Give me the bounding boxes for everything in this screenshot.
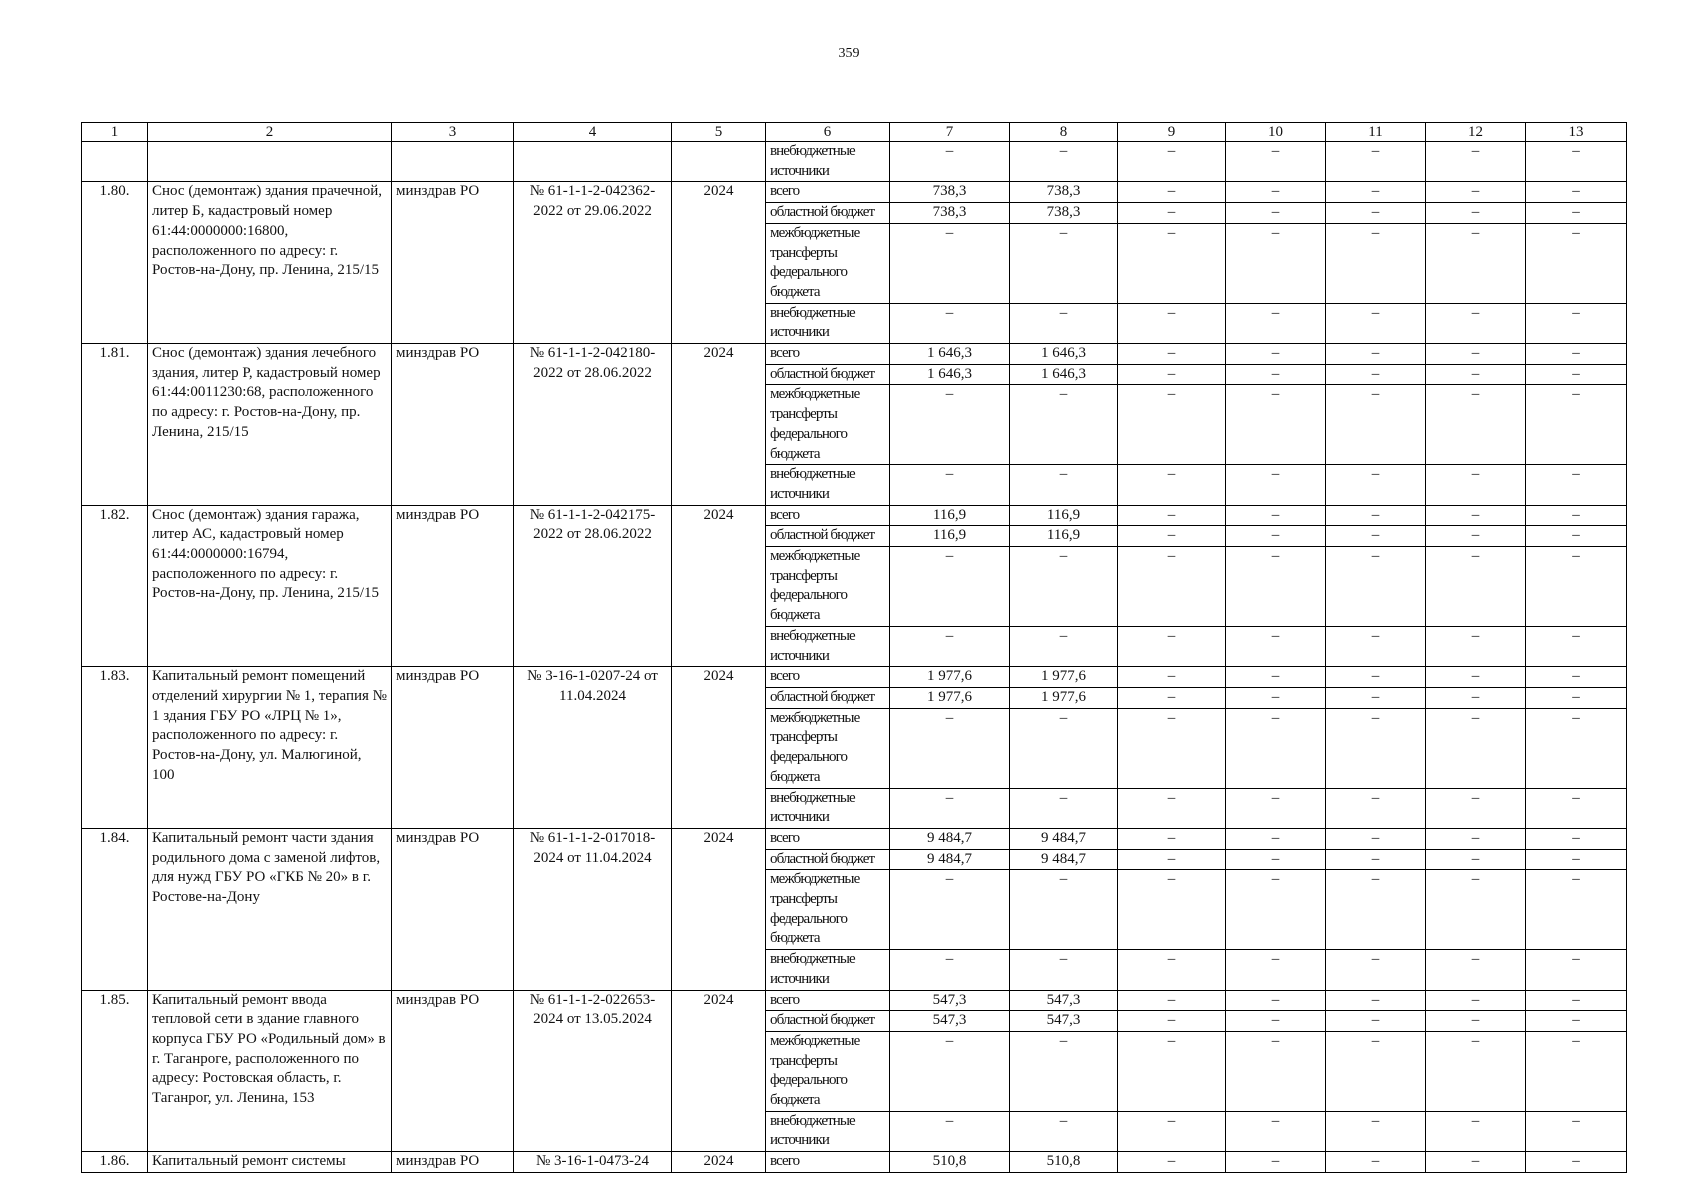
- amount-cell: –: [1426, 465, 1526, 505]
- funding-source: межбюджетные трансферты федерального бюджета: [766, 547, 890, 627]
- amount-cell: –: [1526, 1011, 1627, 1032]
- item-name: Капитальный ремонт помещений отделений хирургии № 1, терапия № 1 здания ГБУ РО «ЛРЦ № 1», расположенного по адресу: г. Ростов-на-Дону, ул. Малюгиной, 100: [148, 667, 392, 829]
- amount-cell: –: [1326, 203, 1426, 224]
- amount-cell: –: [1010, 788, 1118, 828]
- item-year: 2024: [672, 828, 766, 990]
- amount-cell: –: [1226, 788, 1326, 828]
- amount-cell: –: [1010, 1031, 1118, 1111]
- amount-cell: –: [1326, 182, 1426, 203]
- amount-cell: –: [1118, 182, 1226, 203]
- amount-cell: –: [1118, 626, 1226, 666]
- item-number: 1.84.: [82, 828, 148, 990]
- amount-cell: –: [1526, 505, 1627, 526]
- amount-cell: –: [890, 708, 1010, 788]
- amount-cell: –: [1526, 526, 1627, 547]
- table-row: [82, 667, 1627, 688]
- amount-cell: –: [1326, 626, 1426, 666]
- amount-cell: 9 484,7: [1010, 828, 1118, 849]
- column-number: 7: [890, 123, 1010, 142]
- amount-cell: –: [1326, 505, 1426, 526]
- empty-cell: [672, 142, 766, 182]
- amount-cell: –: [1118, 1111, 1226, 1151]
- amount-cell: –: [890, 626, 1010, 666]
- amount-cell: –: [1526, 990, 1627, 1011]
- amount-cell: –: [1426, 626, 1526, 666]
- column-number: 4: [514, 123, 672, 142]
- amount-cell: –: [1326, 667, 1426, 688]
- amount-cell: –: [1526, 142, 1627, 182]
- budget-table: [81, 122, 1627, 1173]
- amount-cell: –: [1326, 708, 1426, 788]
- funding-source: всего: [766, 182, 890, 203]
- amount-cell: –: [1118, 849, 1226, 870]
- amount-cell: –: [1326, 1011, 1426, 1032]
- amount-cell: –: [1118, 1031, 1226, 1111]
- amount-cell: –: [1118, 385, 1226, 465]
- item-document: № 3-16-1-0473-24: [514, 1152, 672, 1173]
- item-name: Снос (демонтаж) здания лечебного здания, литер Р, кадастровый номер 61:44:0011230:68, расположенного по адресу: г. Ростов-на-Дону, пр. Ленина, 215/15: [148, 344, 392, 506]
- amount-cell: –: [1118, 344, 1226, 365]
- amount-cell: –: [1426, 849, 1526, 870]
- funding-source: всего: [766, 990, 890, 1011]
- funding-source: межбюджетные трансферты федерального бюджета: [766, 385, 890, 465]
- amount-cell: –: [1118, 667, 1226, 688]
- empty-cell: [514, 142, 672, 182]
- amount-cell: 547,3: [890, 1011, 1010, 1032]
- table-row: [82, 828, 1627, 849]
- amount-cell: –: [1118, 828, 1226, 849]
- item-number: 1.85.: [82, 990, 148, 1152]
- amount-cell: –: [1526, 950, 1627, 990]
- amount-cell: 9 484,7: [890, 828, 1010, 849]
- amount-cell: –: [1118, 465, 1226, 505]
- amount-cell: –: [890, 303, 1010, 343]
- table-row: [82, 142, 1627, 182]
- column-number: 11: [1326, 123, 1426, 142]
- item-agency: минздрав РО: [392, 990, 514, 1152]
- item-agency: минздрав РО: [392, 828, 514, 990]
- amount-cell: –: [1526, 182, 1627, 203]
- amount-cell: –: [1426, 344, 1526, 365]
- column-number: 13: [1526, 123, 1627, 142]
- table-row: [82, 505, 1627, 526]
- amount-cell: –: [1426, 708, 1526, 788]
- item-year: 2024: [672, 667, 766, 829]
- amount-cell: –: [1326, 990, 1426, 1011]
- item-year: 2024: [672, 182, 766, 344]
- item-number: 1.86.: [82, 1152, 148, 1173]
- amount-cell: –: [1326, 828, 1426, 849]
- amount-cell: –: [890, 1111, 1010, 1151]
- item-agency: минздрав РО: [392, 344, 514, 506]
- amount-cell: –: [1010, 303, 1118, 343]
- amount-cell: 1 646,3: [890, 344, 1010, 365]
- amount-cell: 116,9: [890, 526, 1010, 547]
- amount-cell: –: [1010, 223, 1118, 303]
- amount-cell: –: [1118, 870, 1226, 950]
- amount-cell: –: [1526, 708, 1627, 788]
- amount-cell: 738,3: [890, 203, 1010, 224]
- amount-cell: 738,3: [1010, 203, 1118, 224]
- amount-cell: –: [890, 788, 1010, 828]
- amount-cell: –: [1426, 364, 1526, 385]
- empty-cell: [392, 142, 514, 182]
- amount-cell: –: [1326, 1111, 1426, 1151]
- amount-cell: –: [1118, 505, 1226, 526]
- amount-cell: –: [1426, 303, 1526, 343]
- amount-cell: –: [1426, 203, 1526, 224]
- amount-cell: 9 484,7: [890, 849, 1010, 870]
- amount-cell: –: [1010, 708, 1118, 788]
- funding-source: областной бюджет: [766, 203, 890, 224]
- amount-cell: –: [1118, 1152, 1226, 1173]
- amount-cell: –: [1426, 667, 1526, 688]
- funding-source: всего: [766, 828, 890, 849]
- funding-source: всего: [766, 667, 890, 688]
- amount-cell: –: [890, 870, 1010, 950]
- amount-cell: 1 646,3: [890, 364, 1010, 385]
- column-number: 1: [82, 123, 148, 142]
- funding-source: областной бюджет: [766, 364, 890, 385]
- amount-cell: 116,9: [890, 505, 1010, 526]
- funding-source: межбюджетные трансферты федерального бюджета: [766, 1031, 890, 1111]
- amount-cell: 116,9: [1010, 505, 1118, 526]
- amount-cell: –: [1526, 788, 1627, 828]
- amount-cell: –: [1010, 385, 1118, 465]
- amount-cell: –: [1326, 788, 1426, 828]
- amount-cell: –: [1526, 465, 1627, 505]
- amount-cell: –: [1526, 1031, 1627, 1111]
- item-number: 1.83.: [82, 667, 148, 829]
- amount-cell: 738,3: [1010, 182, 1118, 203]
- item-document: № 61-1-1-2-017018-2024 от 11.04.2024: [514, 828, 672, 990]
- funding-source: внебюджетные источники: [766, 465, 890, 505]
- funding-source: областной бюджет: [766, 526, 890, 547]
- funding-source: всего: [766, 1152, 890, 1173]
- amount-cell: –: [1526, 849, 1627, 870]
- amount-cell: –: [1426, 1111, 1526, 1151]
- amount-cell: –: [1226, 849, 1326, 870]
- amount-cell: –: [1010, 870, 1118, 950]
- amount-cell: –: [1526, 1111, 1627, 1151]
- funding-source: внебюджетные источники: [766, 788, 890, 828]
- amount-cell: –: [1326, 223, 1426, 303]
- item-document: № 61-1-1-2-042175-2022 от 28.06.2022: [514, 505, 672, 667]
- amount-cell: –: [1326, 526, 1426, 547]
- amount-cell: –: [1326, 465, 1426, 505]
- table-row: [82, 990, 1627, 1011]
- amount-cell: –: [1226, 364, 1326, 385]
- funding-source: внебюджетные источники: [766, 626, 890, 666]
- amount-cell: 510,8: [1010, 1152, 1118, 1173]
- amount-cell: –: [1226, 1111, 1326, 1151]
- column-number: 12: [1426, 123, 1526, 142]
- amount-cell: –: [1526, 870, 1627, 950]
- amount-cell: –: [1010, 142, 1118, 182]
- amount-cell: –: [1526, 364, 1627, 385]
- amount-cell: –: [1426, 788, 1526, 828]
- amount-cell: –: [1226, 223, 1326, 303]
- amount-cell: 547,3: [1010, 990, 1118, 1011]
- amount-cell: –: [1226, 687, 1326, 708]
- funding-source: внебюджетные источники: [766, 950, 890, 990]
- item-year: 2024: [672, 344, 766, 506]
- amount-cell: –: [1426, 182, 1526, 203]
- amount-cell: –: [1526, 344, 1627, 365]
- amount-cell: –: [1426, 526, 1526, 547]
- amount-cell: –: [1118, 950, 1226, 990]
- amount-cell: –: [1526, 303, 1627, 343]
- column-number: 8: [1010, 123, 1118, 142]
- item-agency: минздрав РО: [392, 1152, 514, 1173]
- funding-source: областной бюджет: [766, 1011, 890, 1032]
- funding-source: внебюджетные источники: [766, 142, 890, 182]
- amount-cell: –: [1526, 203, 1627, 224]
- item-number: 1.81.: [82, 344, 148, 506]
- amount-cell: –: [1118, 708, 1226, 788]
- amount-cell: –: [1426, 385, 1526, 465]
- amount-cell: 1 646,3: [1010, 344, 1118, 365]
- amount-cell: –: [1118, 526, 1226, 547]
- funding-source: межбюджетные трансферты федерального бюджета: [766, 870, 890, 950]
- amount-cell: 116,9: [1010, 526, 1118, 547]
- amount-cell: 1 977,6: [1010, 667, 1118, 688]
- amount-cell: –: [1326, 950, 1426, 990]
- funding-source: всего: [766, 505, 890, 526]
- item-name: Снос (демонтаж) здания гаража, литер АС, кадастровый номер 61:44:0000000:16794, расположенного по адресу: г. Ростов-на-Дону, пр. Ленина, 215/15: [148, 505, 392, 667]
- funding-source: всего: [766, 344, 890, 365]
- amount-cell: –: [1226, 182, 1326, 203]
- item-document: № 61-1-1-2-042180-2022 от 28.06.2022: [514, 344, 672, 506]
- amount-cell: –: [1010, 547, 1118, 627]
- amount-cell: –: [890, 142, 1010, 182]
- item-name: Капитальный ремонт части здания родильного дома с заменой лифтов, для нужд ГБУ РО «ГКБ № 20» в г. Ростове-на-Дону: [148, 828, 392, 990]
- amount-cell: –: [1326, 547, 1426, 627]
- amount-cell: –: [1526, 667, 1627, 688]
- column-number: 10: [1226, 123, 1326, 142]
- amount-cell: –: [1526, 626, 1627, 666]
- amount-cell: 1 977,6: [1010, 687, 1118, 708]
- amount-cell: –: [1010, 1111, 1118, 1151]
- amount-cell: –: [1010, 626, 1118, 666]
- amount-cell: 738,3: [890, 182, 1010, 203]
- item-document: № 3-16-1-0207-24 от 11.04.2024: [514, 667, 672, 829]
- amount-cell: –: [1326, 687, 1426, 708]
- item-number: 1.82.: [82, 505, 148, 667]
- amount-cell: –: [1526, 547, 1627, 627]
- item-year: 2024: [672, 505, 766, 667]
- amount-cell: –: [1426, 870, 1526, 950]
- amount-cell: –: [890, 385, 1010, 465]
- amount-cell: –: [1226, 505, 1326, 526]
- amount-cell: 547,3: [890, 990, 1010, 1011]
- amount-cell: –: [1118, 1011, 1226, 1032]
- amount-cell: –: [1426, 223, 1526, 303]
- amount-cell: –: [1010, 950, 1118, 990]
- amount-cell: –: [1526, 687, 1627, 708]
- funding-source: областной бюджет: [766, 687, 890, 708]
- amount-cell: –: [1526, 1152, 1627, 1173]
- amount-cell: –: [1118, 203, 1226, 224]
- amount-cell: 1 977,6: [890, 667, 1010, 688]
- funding-source: внебюджетные источники: [766, 1111, 890, 1151]
- amount-cell: –: [1426, 990, 1526, 1011]
- table-row: [82, 344, 1627, 365]
- amount-cell: –: [1526, 223, 1627, 303]
- amount-cell: –: [1426, 505, 1526, 526]
- amount-cell: –: [1226, 526, 1326, 547]
- item-document: № 61-1-1-2-042362-2022 от 29.06.2022: [514, 182, 672, 344]
- amount-cell: –: [890, 465, 1010, 505]
- funding-source: межбюджетные трансферты федерального бюджета: [766, 708, 890, 788]
- amount-cell: –: [1226, 465, 1326, 505]
- amount-cell: –: [1226, 990, 1326, 1011]
- funding-source: межбюджетные трансферты федерального бюджета: [766, 223, 890, 303]
- amount-cell: –: [1226, 828, 1326, 849]
- amount-cell: –: [1426, 950, 1526, 990]
- amount-cell: –: [1526, 385, 1627, 465]
- amount-cell: –: [1226, 1152, 1326, 1173]
- amount-cell: –: [1226, 203, 1326, 224]
- amount-cell: –: [1426, 1152, 1526, 1173]
- amount-cell: –: [1226, 708, 1326, 788]
- column-number: 6: [766, 123, 890, 142]
- amount-cell: –: [1226, 303, 1326, 343]
- amount-cell: –: [1226, 1031, 1326, 1111]
- amount-cell: –: [1226, 950, 1326, 990]
- amount-cell: –: [890, 950, 1010, 990]
- table-row: [82, 182, 1627, 203]
- amount-cell: –: [1226, 547, 1326, 627]
- amount-cell: –: [1326, 849, 1426, 870]
- column-number: 5: [672, 123, 766, 142]
- amount-cell: –: [890, 223, 1010, 303]
- amount-cell: –: [1326, 1031, 1426, 1111]
- table-body: [82, 142, 1627, 1173]
- amount-cell: –: [1326, 344, 1426, 365]
- amount-cell: –: [1426, 547, 1526, 627]
- amount-cell: 1 646,3: [1010, 364, 1118, 385]
- amount-cell: –: [1118, 142, 1226, 182]
- amount-cell: –: [1326, 385, 1426, 465]
- amount-cell: –: [1118, 788, 1226, 828]
- amount-cell: –: [1226, 667, 1326, 688]
- amount-cell: –: [1426, 142, 1526, 182]
- item-name: Капитальный ремонт системы: [148, 1152, 392, 1173]
- empty-cell: [148, 142, 392, 182]
- item-year: 2024: [672, 1152, 766, 1173]
- empty-cell: [82, 142, 148, 182]
- item-agency: минздрав РО: [392, 667, 514, 829]
- amount-cell: –: [1326, 303, 1426, 343]
- column-number: 3: [392, 123, 514, 142]
- amount-cell: –: [1226, 870, 1326, 950]
- amount-cell: –: [1326, 1152, 1426, 1173]
- amount-cell: –: [1118, 303, 1226, 343]
- amount-cell: 1 977,6: [890, 687, 1010, 708]
- item-year: 2024: [672, 990, 766, 1152]
- item-agency: минздрав РО: [392, 182, 514, 344]
- amount-cell: –: [1226, 142, 1326, 182]
- amount-cell: –: [1118, 364, 1226, 385]
- amount-cell: –: [1010, 465, 1118, 505]
- column-number: 2: [148, 123, 392, 142]
- amount-cell: 510,8: [890, 1152, 1010, 1173]
- amount-cell: –: [1326, 364, 1426, 385]
- column-number-row: [82, 123, 1627, 142]
- amount-cell: –: [1226, 626, 1326, 666]
- amount-cell: –: [1426, 828, 1526, 849]
- funding-source: внебюджетные источники: [766, 303, 890, 343]
- amount-cell: –: [1118, 990, 1226, 1011]
- table-row: [82, 1152, 1627, 1173]
- amount-cell: 547,3: [1010, 1011, 1118, 1032]
- funding-source: областной бюджет: [766, 849, 890, 870]
- amount-cell: –: [1426, 1031, 1526, 1111]
- item-agency: минздрав РО: [392, 505, 514, 667]
- amount-cell: –: [1226, 344, 1326, 365]
- amount-cell: –: [1326, 142, 1426, 182]
- amount-cell: –: [1226, 385, 1326, 465]
- amount-cell: –: [1118, 223, 1226, 303]
- item-number: 1.80.: [82, 182, 148, 344]
- amount-cell: –: [1326, 870, 1426, 950]
- amount-cell: –: [890, 1031, 1010, 1111]
- amount-cell: –: [1226, 1011, 1326, 1032]
- amount-cell: –: [1526, 828, 1627, 849]
- item-document: № 61-1-1-2-022653-2024 от 13.05.2024: [514, 990, 672, 1152]
- amount-cell: –: [1426, 1011, 1526, 1032]
- item-name: Снос (демонтаж) здания прачечной, литер Б, кадастровый номер 61:44:0000000:16800, расположенного по адресу: г. Ростов-на-Дону, пр. Ленина, 215/15: [148, 182, 392, 344]
- page-number: 359: [838, 46, 860, 61]
- amount-cell: –: [1426, 687, 1526, 708]
- amount-cell: –: [890, 547, 1010, 627]
- amount-cell: –: [1118, 547, 1226, 627]
- item-name: Капитальный ремонт ввода тепловой сети в здание главного корпуса ГБУ РО «Родильный дом» в г. Таганроге, расположенного по адресу: Ростовская область, г. Таганрог, ул. Ленина, 153: [148, 990, 392, 1152]
- amount-cell: 9 484,7: [1010, 849, 1118, 870]
- amount-cell: –: [1118, 687, 1226, 708]
- column-number: 9: [1118, 123, 1226, 142]
